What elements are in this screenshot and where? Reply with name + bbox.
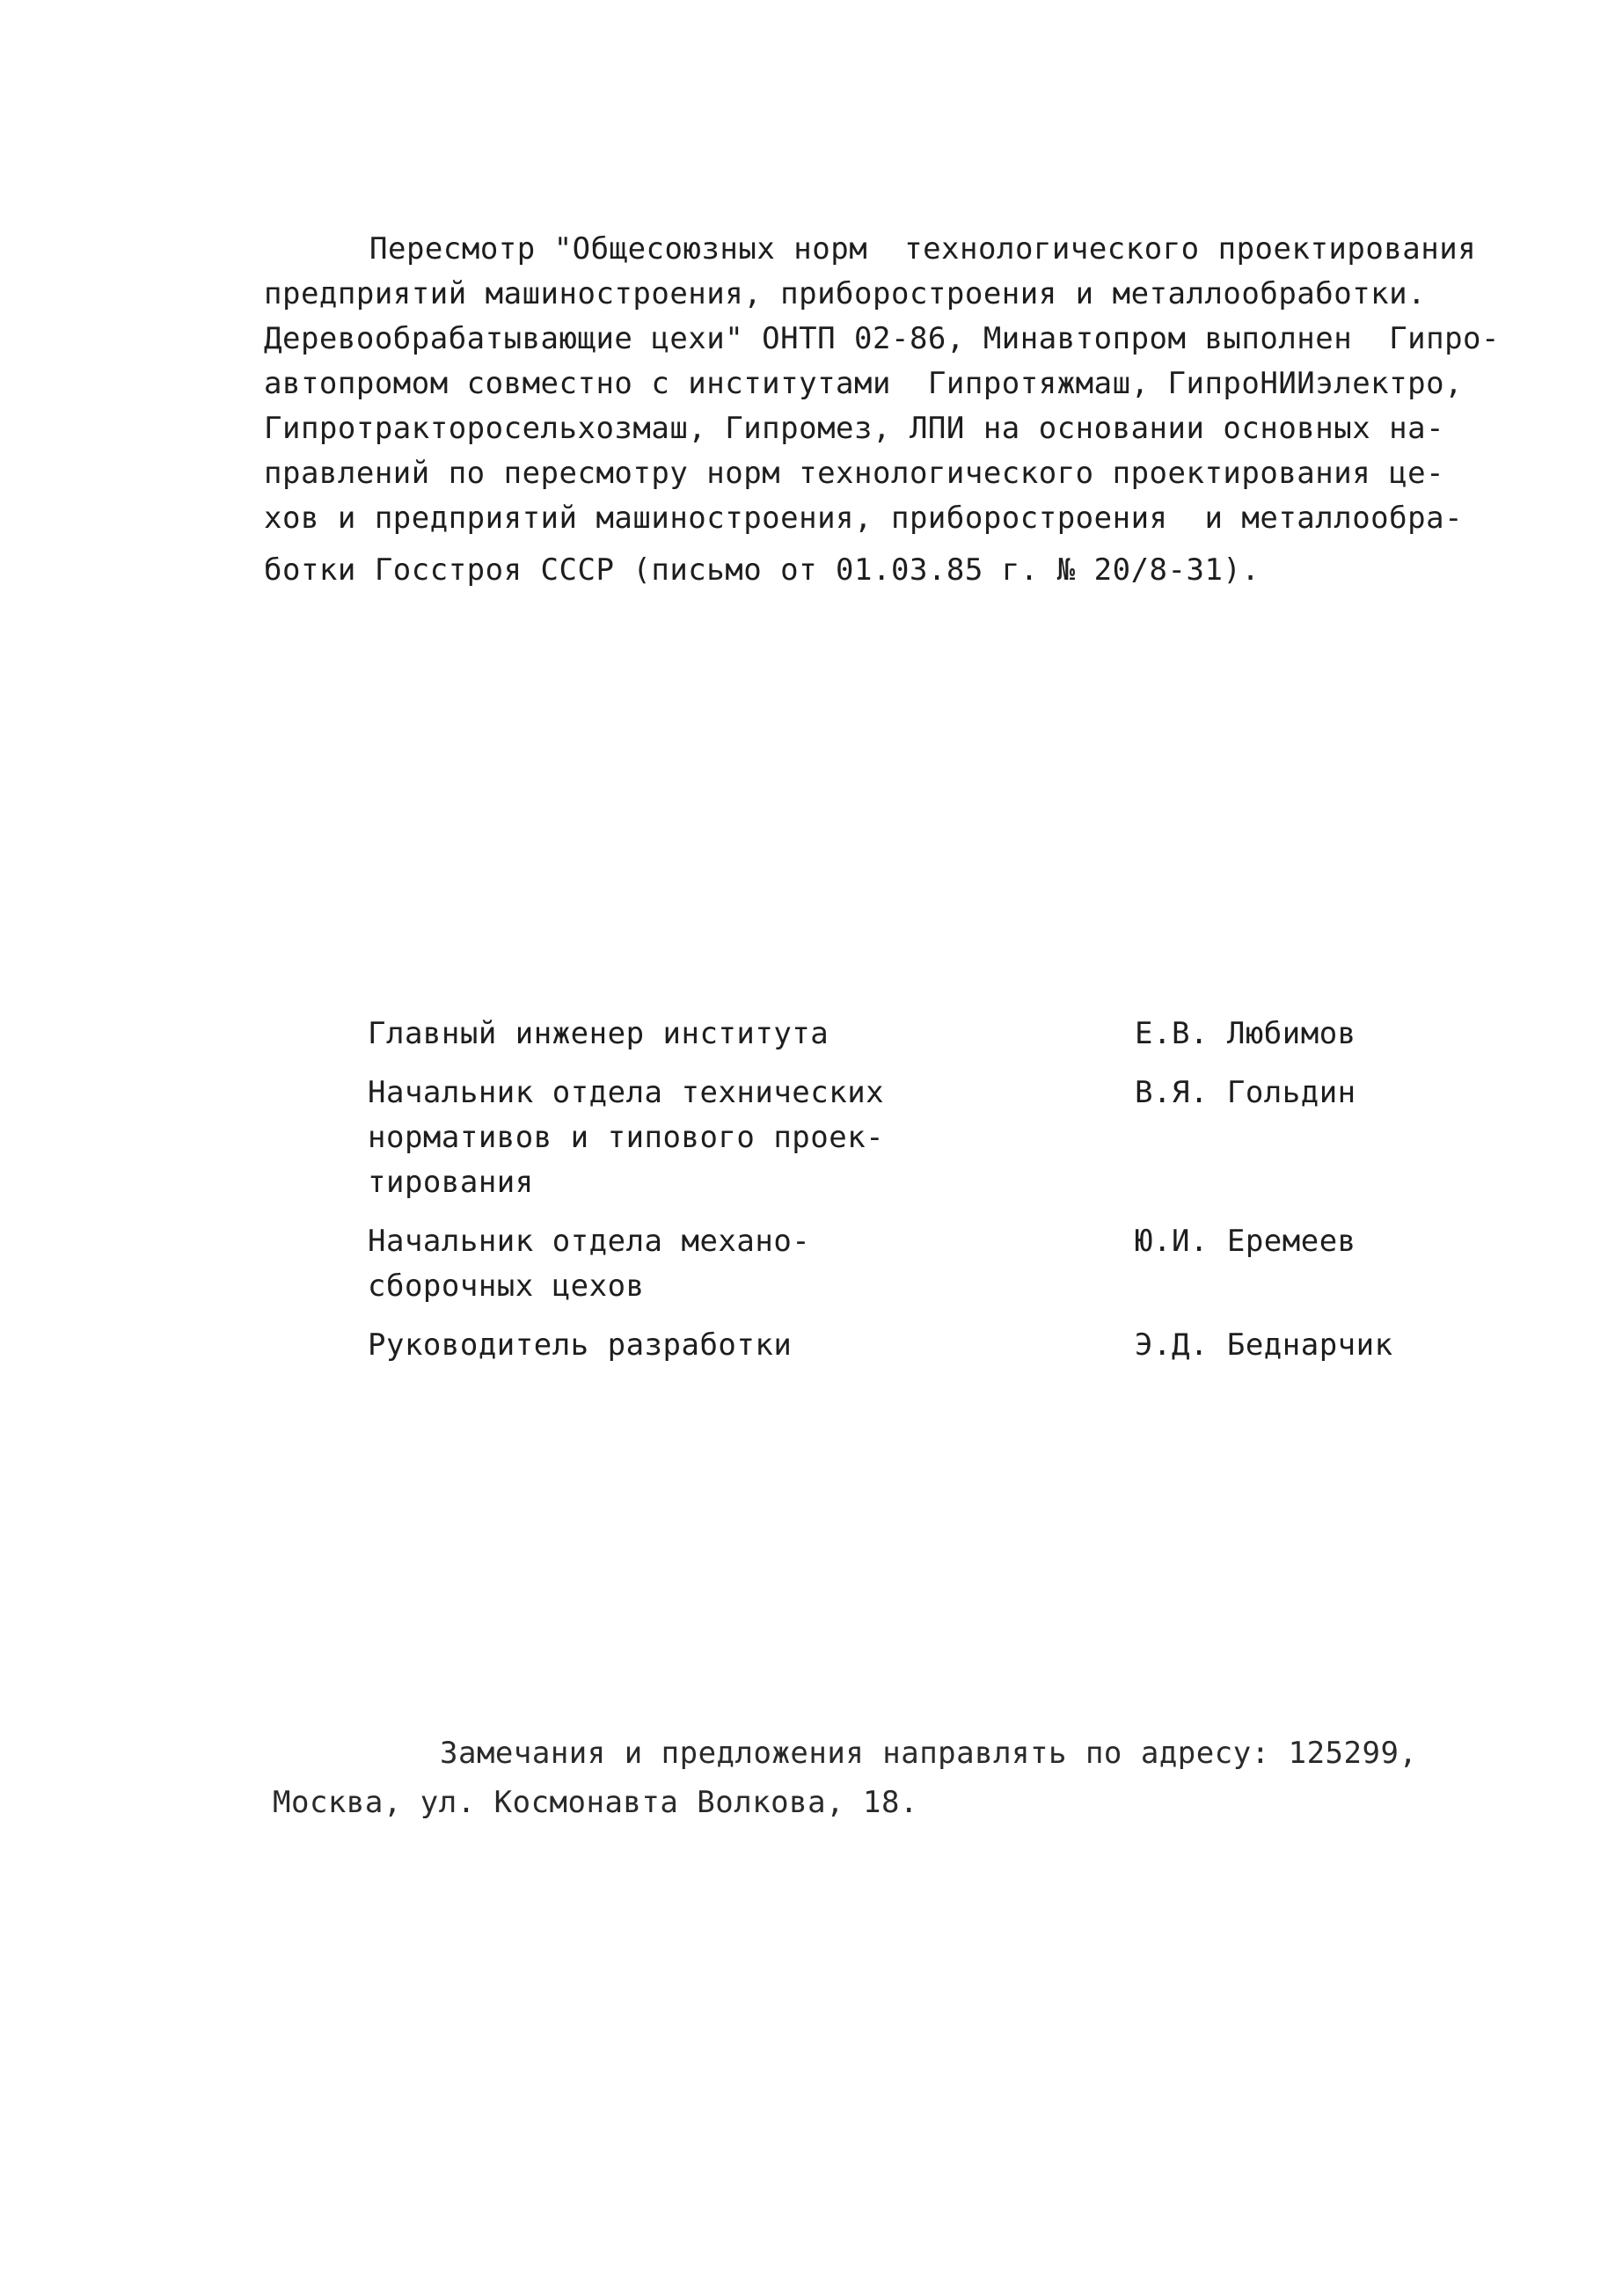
intro-line: предприятий машиностроения, приборостроения и металлообработки. [264,276,1427,311]
intro-line: Пересмотр "Общесоюзных норм технологического проектирования [369,231,1477,267]
intro-line: автопромом совместно с институтами Гипротяжмаш, ГипроНИИэлектро, [264,366,1464,401]
intro-line: ботки Госстроя СССР (письмо от 01.03.85 г. № 20/8-31). [264,552,1261,588]
signature-name: Э.Д. Беднарчик [1135,1327,1393,1363]
contact-note [273,1729,1487,1827]
contact-line: Москва, ул. Космонавта Волкова, 18. [273,1785,918,1820]
signature-position [368,1071,913,1205]
signature-name: Е.В. Любимов [1135,1016,1356,1051]
signature-position [368,1323,913,1368]
signature-name: В.Я. Гольдин [1135,1075,1356,1110]
intro-line: Деревообрабатывающие цехи" ОНТП 02-86, Минавтопром выполнен Гипро- [264,321,1500,356]
intro-line: правлений по пересмотру норм технологического проектирования це- [264,456,1445,491]
position-line: нормативов и типового проек- [368,1120,885,1155]
position-line: Начальник отдела механо- [368,1224,811,1259]
intro-line: хов и предприятий машиностроения, приборостроения и металлообра- [264,501,1464,536]
signature-position [368,1219,913,1309]
position-line: Начальник отдела технических [368,1075,885,1110]
intro-paragraph [264,227,1500,593]
position-line: сборочных цехов [368,1269,645,1304]
position-line: Руководитель разработки [368,1327,793,1363]
signature-row [368,1012,1511,1057]
signature-row [368,1071,1511,1205]
position-line: Главный инженер института [368,1016,829,1051]
signatures-block [368,1012,1511,1382]
signature-row [368,1219,1511,1309]
position-line: тирования [368,1165,534,1200]
signature-position [368,1012,913,1057]
intro-line: Гипротракторосельхозмаш, Гипромез, ЛПИ на основании основных на- [264,411,1445,446]
signature-row [368,1323,1511,1368]
contact-line: Замечания и предложения направлять по адресу: 125299, [440,1736,1418,1771]
signature-name: Ю.И. Еремеев [1135,1224,1356,1259]
